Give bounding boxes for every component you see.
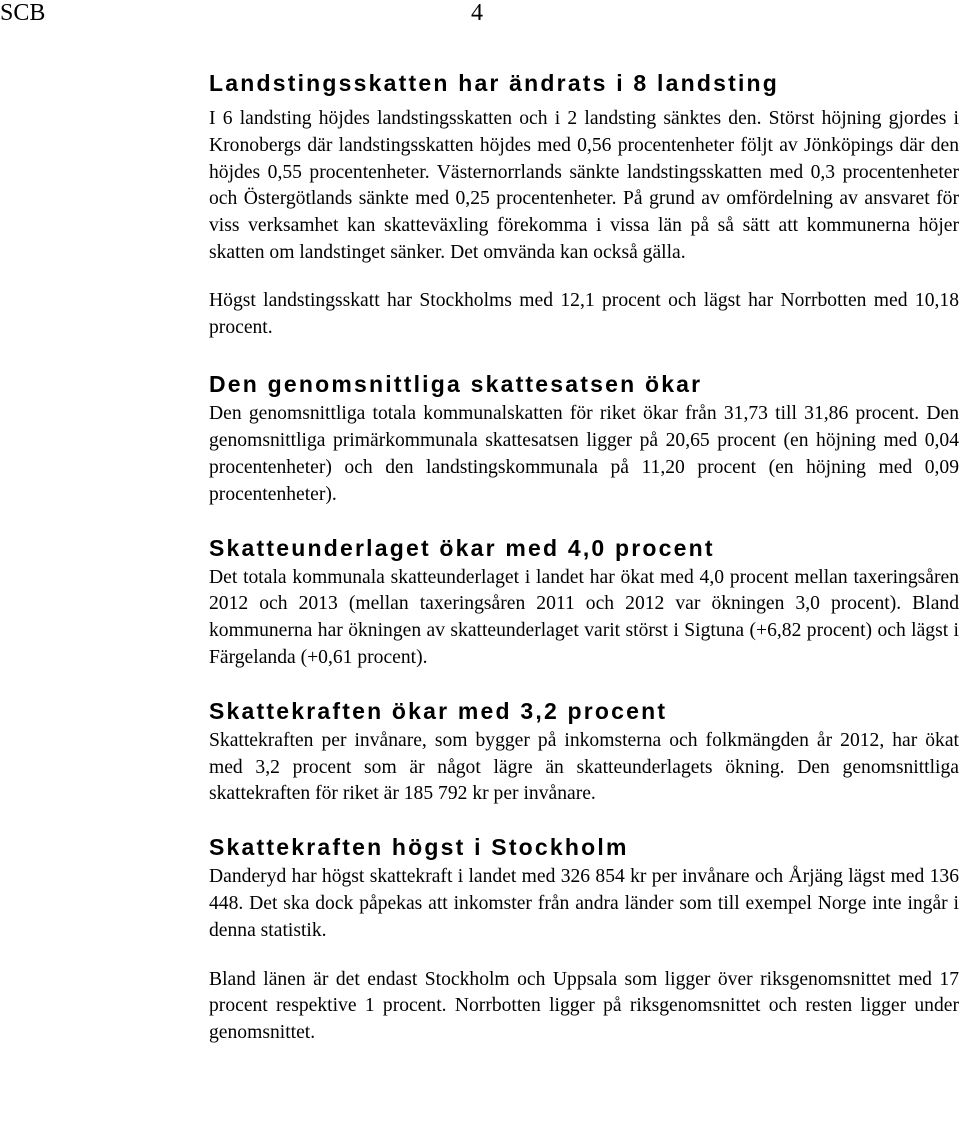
paragraph: I 6 landsting höjdes landstingsskatten och i 2 landsting sänktes den. Störst höjning gjordes i Kronobergs där landstingsskatten höjdes med 0,56 procentenheter följt av Jönköpings där den höjdes 0,55 procentenheter. Västernorrlands sänkte landstingsskatten med 0,3 procentenheter och Östergötlands sänkte med 0,25 procentenheter. På grund av omfördelning av ansvaret för viss verksamhet kan skatteväxling förekomma i vissa län på så sätt att kommunerna höjer skatten om landstinget sänker. Det omvända kan också gälla. [209, 108, 959, 263]
paragraph: Skattekraften per invånare, som bygger på inkomsterna och folkmängden år 2012, har ökat med 3,2 procent som är något lägre än skatteunderlagets ökning. Den genomsnittliga skattekraften för riket är 185 792 kr per invånare. [209, 729, 959, 805]
section-heading: Den genomsnittliga skattesatsen ökar [209, 371, 703, 398]
section-heading: Landstingsskatten har ändrats i 8 landsting [209, 70, 780, 96]
paragraph: Bland länen är det endast Stockholm och Uppsala som ligger över riksgenomsnittet med 17 procent respektive 1 procent. Norrbotten ligger på riksgenomsnittet och resten ligger under genomsnittet. [209, 968, 959, 1044]
section-heading: Skatteunderlaget ökar med 4,0 procent [209, 534, 715, 561]
paragraph: Danderyd har högst skattekraft i landet med 326 854 kr per invånare och Årjäng lägst med 136 448. Det ska dock påpekas att inkomster från andra länder som till exempel Norge inte ingår i denna statistik. [209, 866, 959, 941]
paragraph: Högst landstingsskatt har Stockholms med 12,1 procent och lägst har Norrbotten med 10,18 procent. [209, 289, 959, 338]
paragraph: Det totala kommunala skatteunderlaget i landet har ökat med 4,0 procent mellan taxeringsåren 2012 och 2013 (mellan taxeringsåren 2011 och 2012 var ökningen 3,0 procent). Bland kommunerna har ökningen av skatteunderlaget varit störst i Sigtuna (+6,82 procent) och lägst i Färgelanda (+0,61 procent). [209, 566, 959, 668]
page-header [0, 0, 960, 28]
section-landstingsskatten [209, 66, 959, 341]
section-genomsnittliga-skattesatsen [209, 367, 959, 508]
header-org-label: SCB [0, 0, 46, 26]
document-body [209, 66, 959, 1047]
section-skattekraften-hogst [209, 830, 959, 1047]
section-heading: Skattekraften högst i Stockholm [209, 834, 629, 861]
paragraph: Den genomsnittliga totala kommunalskatten för riket ökar från 31,73 till 31,86 procent. Den genomsnittliga primärkommunala skattesatsen ligger på 20,65 procent (en höjning med 0,04 procentenheter) och den landstingskommunala på 11,20 procent (en höjning med 0,09 procentenheter). [209, 403, 959, 505]
section-skatteunderlaget [209, 531, 959, 672]
page-number: 4 [471, 0, 483, 26]
section-heading: Skattekraften ökar med 3,2 procent [209, 697, 668, 724]
section-skattekraften-okar [209, 694, 959, 808]
